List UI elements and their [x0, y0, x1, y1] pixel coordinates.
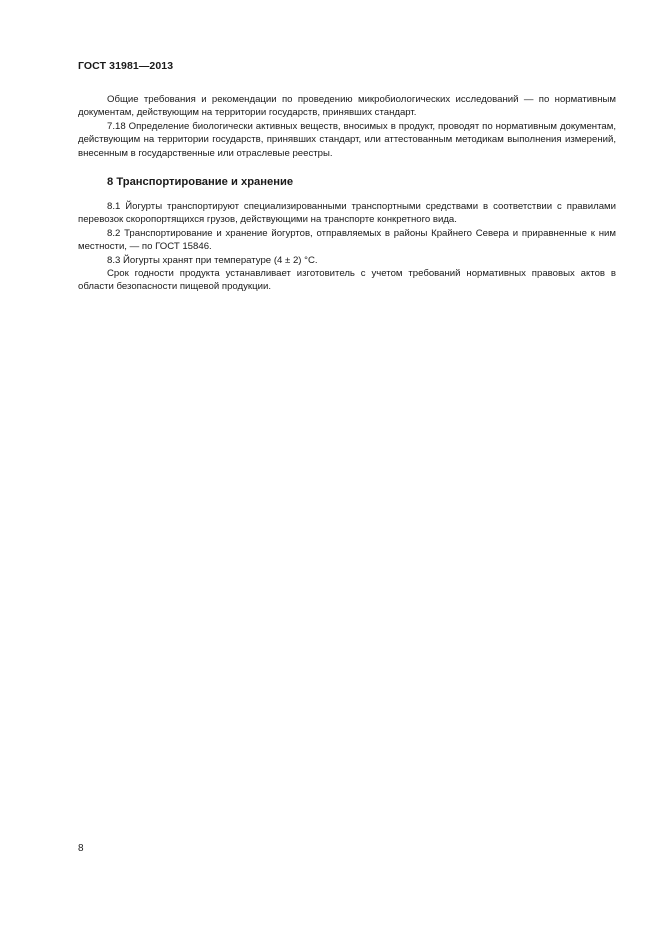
document-body [78, 93, 616, 294]
paragraph-shelf-life: Срок годности продукта устанавливает изготовитель с учетом требований нормативных правовых актов в области безопасности пищевой продукции. [78, 268, 616, 293]
paragraph-8-2: 8.2 Транспортирование и хранение йогуртов, отправляемых в районы Крайнего Севера и приравненные к ним местности, — по ГОСТ 15846. [78, 227, 616, 253]
paragraph-general-requirements: Общие требования и рекомендации по проведению микробиологических исследований — по нормативным документам, действующим на территории государств, принявших стандарт. [78, 94, 616, 119]
paragraph-7-18: 7.18 Определение биологически активных веществ, вносимых в продукт, проводят по нормативным документам, действующим на территории государств, принявших стандарт, или аттестованным методикам выполнения измерений, внесенным в государственные или отраслевые реестры. [78, 120, 616, 159]
paragraph-8-1: 8.1 Йогурты транспортируют специализированными транспортными средствами в соответствии с правилами перевозок скоропортящихся грузов, действующими на транспорте конкретного вида. [78, 201, 616, 226]
page-number: 8 [78, 843, 84, 854]
document-header: ГОСТ 31981—2013 [78, 60, 174, 72]
paragraph-8-3: 8.3 Йогурты хранят при температуре (4 ± 2) °С. [107, 254, 318, 266]
section-heading-8: 8 Транспортирование и хранение [107, 176, 294, 189]
